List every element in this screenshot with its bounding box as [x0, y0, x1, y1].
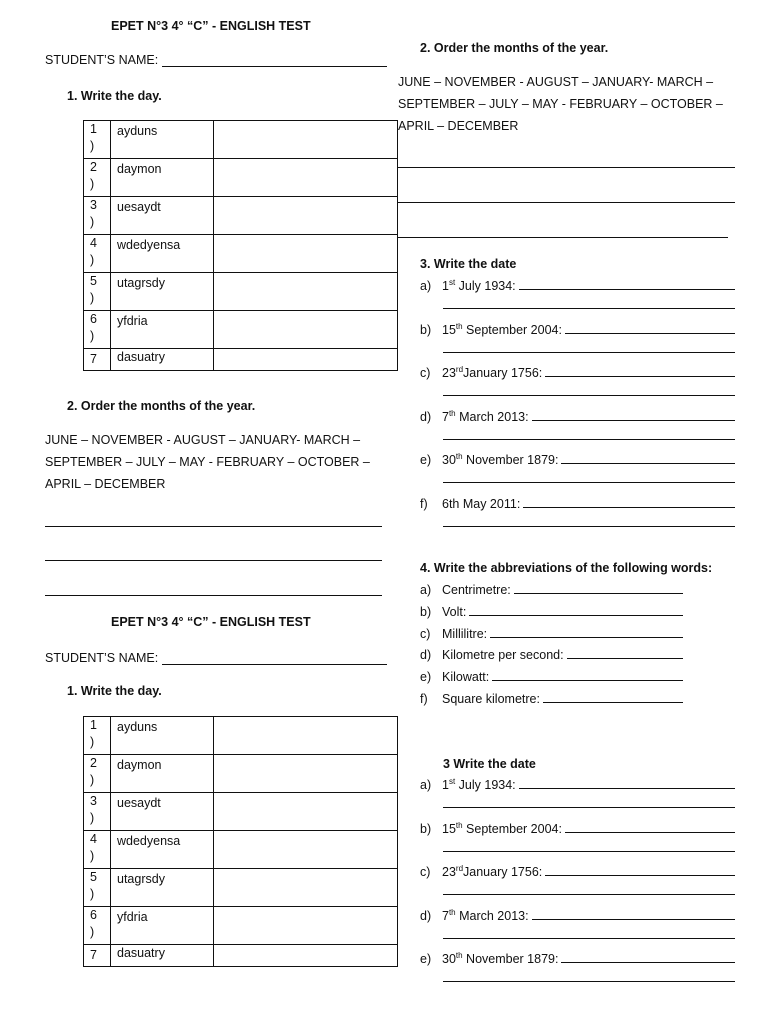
answer-line[interactable]	[519, 279, 735, 290]
answer-line[interactable]	[443, 526, 735, 527]
item-label: b)	[420, 821, 432, 836]
date-item	[420, 323, 735, 337]
answer-line[interactable]	[443, 807, 735, 808]
answer-line[interactable]	[490, 627, 683, 638]
answer-line[interactable]	[532, 410, 735, 421]
row-number: 1 )	[84, 121, 111, 159]
months-line-1: JUNE – NOVEMBER - AUGUST – JANUARY- MARCH –	[398, 75, 714, 89]
answer-line[interactable]	[443, 482, 735, 483]
item-label: d)	[420, 908, 432, 923]
abbreviation-item	[420, 627, 683, 641]
scrambled-word: ayduns	[111, 121, 214, 159]
item-label: c)	[420, 865, 431, 879]
date-item	[420, 497, 735, 511]
day-table	[83, 120, 398, 371]
word-text: Kilometre per second:	[442, 648, 564, 663]
date-number: 1	[442, 778, 449, 792]
day-table-row	[84, 197, 398, 235]
answer-cell[interactable]	[214, 907, 398, 945]
months-line-3: APRIL – DECEMBER	[398, 119, 519, 133]
item-label: a)	[420, 778, 432, 792]
item-label: e)	[420, 670, 432, 685]
section1-heading: 1. Write the day.	[67, 89, 162, 103]
answer-line[interactable]	[469, 605, 683, 616]
date-item	[420, 279, 735, 293]
date-number: 1	[442, 279, 449, 293]
date-number: 23	[442, 865, 456, 879]
answer-cell[interactable]	[214, 869, 398, 907]
day-table-row	[84, 311, 398, 349]
answer-line[interactable]	[443, 308, 735, 309]
date-text	[442, 279, 516, 293]
date-rest: July 1934:	[455, 279, 516, 293]
date-number: 7	[442, 908, 449, 923]
section1-heading: 1. Write the day.	[67, 684, 162, 698]
word-text: Millilitre:	[442, 626, 488, 641]
date-text	[442, 778, 516, 792]
section2-heading: 2. Order the months of the year.	[67, 399, 256, 413]
answer-cell[interactable]	[214, 235, 398, 273]
row-number: 7	[84, 349, 111, 371]
date-item	[420, 410, 735, 424]
date-number: 15	[442, 322, 456, 337]
ordinal-suffix: rd	[455, 864, 464, 873]
months-line-1: JUNE – NOVEMBER - AUGUST – JANUARY- MARCH –	[45, 433, 361, 447]
item-label: d)	[420, 409, 432, 424]
ordinal-suffix: th	[455, 820, 463, 830]
scrambled-word: uesaydt	[111, 793, 214, 831]
word-text: Square kilometre:	[442, 692, 540, 706]
scrambled-word: yfdria	[111, 311, 214, 349]
answer-cell[interactable]	[214, 349, 398, 371]
day-table-row	[84, 869, 398, 907]
ordinal-suffix: th	[455, 951, 463, 960]
date-rest: January 1756:	[463, 366, 543, 380]
date-text	[442, 410, 529, 424]
day-table-row	[84, 755, 398, 793]
answer-line[interactable]	[567, 648, 683, 659]
answer-cell[interactable]	[214, 945, 398, 967]
answer-cell[interactable]	[214, 793, 398, 831]
date-text	[442, 497, 520, 511]
answer-cell[interactable]	[214, 197, 398, 235]
answer-line[interactable]	[565, 822, 735, 833]
months-line-2: SEPTEMBER – JULY – MAY - FEBRUARY – OCTOBER –	[45, 455, 370, 469]
date-number: 7	[442, 409, 449, 424]
date-rest: March 2013:	[455, 409, 529, 424]
item-label: b)	[420, 322, 432, 337]
answer-line[interactable]	[545, 366, 735, 377]
answer-line	[45, 526, 382, 527]
date-text	[442, 822, 562, 836]
scrambled-word: ayduns	[111, 717, 214, 755]
row-number: 7	[84, 945, 111, 967]
answer-line[interactable]	[492, 670, 683, 681]
answer-cell[interactable]	[214, 121, 398, 159]
date-item	[420, 453, 735, 467]
date-rest: March 2013:	[455, 908, 529, 923]
day-table-body	[84, 717, 398, 967]
ordinal-suffix: th	[448, 408, 456, 418]
day-table-row	[84, 159, 398, 197]
item-label: e)	[420, 453, 432, 467]
day-table-row	[84, 235, 398, 273]
answer-line[interactable]	[443, 981, 735, 982]
answer-line[interactable]	[514, 583, 683, 594]
answer-line[interactable]	[523, 497, 735, 508]
row-number: 3 )	[84, 197, 111, 235]
answer-line[interactable]	[443, 851, 735, 852]
day-table-row	[84, 907, 398, 945]
abbreviation-item	[420, 583, 683, 597]
test-title: EPET N°3 4° “C” - ENGLISH TEST	[111, 19, 311, 33]
row-number: 3 )	[84, 793, 111, 831]
answer-line[interactable]	[443, 352, 735, 353]
date-item	[420, 778, 735, 792]
student-name-line	[162, 66, 387, 67]
answer-line	[398, 237, 728, 238]
day-table-body	[84, 121, 398, 371]
date-text	[442, 865, 542, 879]
row-number: 5 )	[84, 869, 111, 907]
abbreviation-item	[420, 648, 683, 662]
day-table-row	[84, 349, 398, 371]
date-text	[442, 453, 558, 467]
date-item	[420, 909, 735, 923]
date-item	[420, 865, 735, 879]
answer-line	[398, 202, 735, 203]
ordinal-suffix: rd	[455, 365, 464, 374]
item-label: c)	[420, 626, 431, 641]
section3-heading: 3. Write the date	[420, 257, 517, 271]
date-rest: January 1756:	[463, 865, 543, 879]
day-table-row	[84, 273, 398, 311]
ordinal-suffix: th	[455, 321, 463, 331]
row-number: 2 )	[84, 755, 111, 793]
item-label: b)	[420, 604, 432, 619]
day-table-row	[84, 121, 398, 159]
date-number: 23	[442, 366, 456, 380]
date-rest: 6th May 2011:	[442, 496, 521, 511]
answer-line[interactable]	[519, 778, 735, 789]
scrambled-word: daymon	[111, 755, 214, 793]
answer-cell[interactable]	[214, 311, 398, 349]
answer-line[interactable]	[561, 453, 735, 464]
student-name-line	[162, 664, 387, 665]
row-number: 2 )	[84, 159, 111, 197]
date-item	[420, 952, 735, 966]
date-item	[420, 366, 735, 380]
answer-cell[interactable]	[214, 273, 398, 311]
date-rest: November 1879:	[462, 453, 559, 467]
section3-heading: 3 Write the date	[443, 757, 536, 771]
row-number: 6 )	[84, 311, 111, 349]
scrambled-word: wdedyensa	[111, 831, 214, 869]
answer-line	[45, 595, 382, 596]
answer-line[interactable]	[565, 323, 735, 334]
answer-line[interactable]	[443, 938, 735, 939]
answer-cell[interactable]	[214, 717, 398, 755]
word-text: Kilowatt:	[442, 670, 490, 685]
row-number: 6 )	[84, 907, 111, 945]
months-line-2: SEPTEMBER – JULY – MAY - FEBRUARY – OCTOBER –	[398, 97, 723, 111]
abbreviation-item	[420, 692, 683, 706]
item-label: a)	[420, 583, 432, 597]
abbreviation-item	[420, 670, 683, 684]
date-number: 30	[442, 453, 456, 467]
answer-cell[interactable]	[214, 831, 398, 869]
answer-cell[interactable]	[214, 159, 398, 197]
answer-line[interactable]	[443, 439, 735, 440]
row-number: 5 )	[84, 273, 111, 311]
day-table-row	[84, 717, 398, 755]
scrambled-word: dasuatry	[111, 945, 214, 967]
section4-heading: 4. Write the abbreviations of the following words:	[420, 561, 713, 575]
student-name-label: STUDENT’S NAME:	[45, 651, 159, 665]
section2-heading: 2. Order the months of the year.	[420, 41, 609, 55]
word-text: Centrimetre:	[442, 583, 511, 597]
date-text	[442, 366, 542, 380]
row-number: 4 )	[84, 831, 111, 869]
date-rest: November 1879:	[462, 952, 559, 966]
date-text	[442, 952, 558, 966]
item-label: d)	[420, 648, 432, 663]
scrambled-word: utagrsdy	[111, 869, 214, 907]
scrambled-word: uesaydt	[111, 197, 214, 235]
scrambled-word: wdedyensa	[111, 235, 214, 273]
answer-line[interactable]	[532, 909, 735, 920]
student-name-label: STUDENT’S NAME:	[45, 53, 159, 67]
item-label: e)	[420, 952, 432, 966]
scrambled-word: utagrsdy	[111, 273, 214, 311]
day-table-row	[84, 793, 398, 831]
date-rest: September 2004:	[462, 821, 562, 836]
row-number: 1 )	[84, 717, 111, 755]
answer-line[interactable]	[443, 395, 735, 396]
item-label: f)	[420, 692, 428, 706]
date-number: 15	[442, 821, 456, 836]
answer-line[interactable]	[561, 952, 735, 963]
item-label: c)	[420, 366, 431, 380]
ordinal-suffix: th	[455, 452, 463, 461]
abbreviation-item	[420, 605, 683, 619]
word-text: Volt:	[442, 604, 467, 619]
day-table	[83, 716, 398, 967]
months-line-3: APRIL – DECEMBER	[45, 477, 166, 491]
scrambled-word: yfdria	[111, 907, 214, 945]
row-number: 4 )	[84, 235, 111, 273]
scrambled-word: dasuatry	[111, 349, 214, 371]
date-rest: July 1934:	[455, 778, 516, 792]
answer-line[interactable]	[545, 865, 735, 876]
ordinal-suffix: th	[448, 907, 456, 917]
date-text	[442, 323, 562, 337]
answer-line	[398, 167, 735, 168]
date-rest: September 2004:	[462, 322, 562, 337]
date-number: 30	[442, 952, 456, 966]
date-text	[442, 909, 529, 923]
answer-cell[interactable]	[214, 755, 398, 793]
answer-line[interactable]	[543, 692, 683, 703]
test-title: EPET N°3 4° “C” - ENGLISH TEST	[111, 615, 311, 629]
ordinal-suffix: st	[448, 278, 456, 287]
answer-line	[45, 560, 382, 561]
date-item	[420, 822, 735, 836]
day-table-row	[84, 831, 398, 869]
answer-line[interactable]	[443, 894, 735, 895]
item-label: a)	[420, 279, 432, 293]
scrambled-word: daymon	[111, 159, 214, 197]
ordinal-suffix: st	[448, 777, 456, 786]
item-label: f)	[420, 496, 428, 511]
day-table-row	[84, 945, 398, 967]
